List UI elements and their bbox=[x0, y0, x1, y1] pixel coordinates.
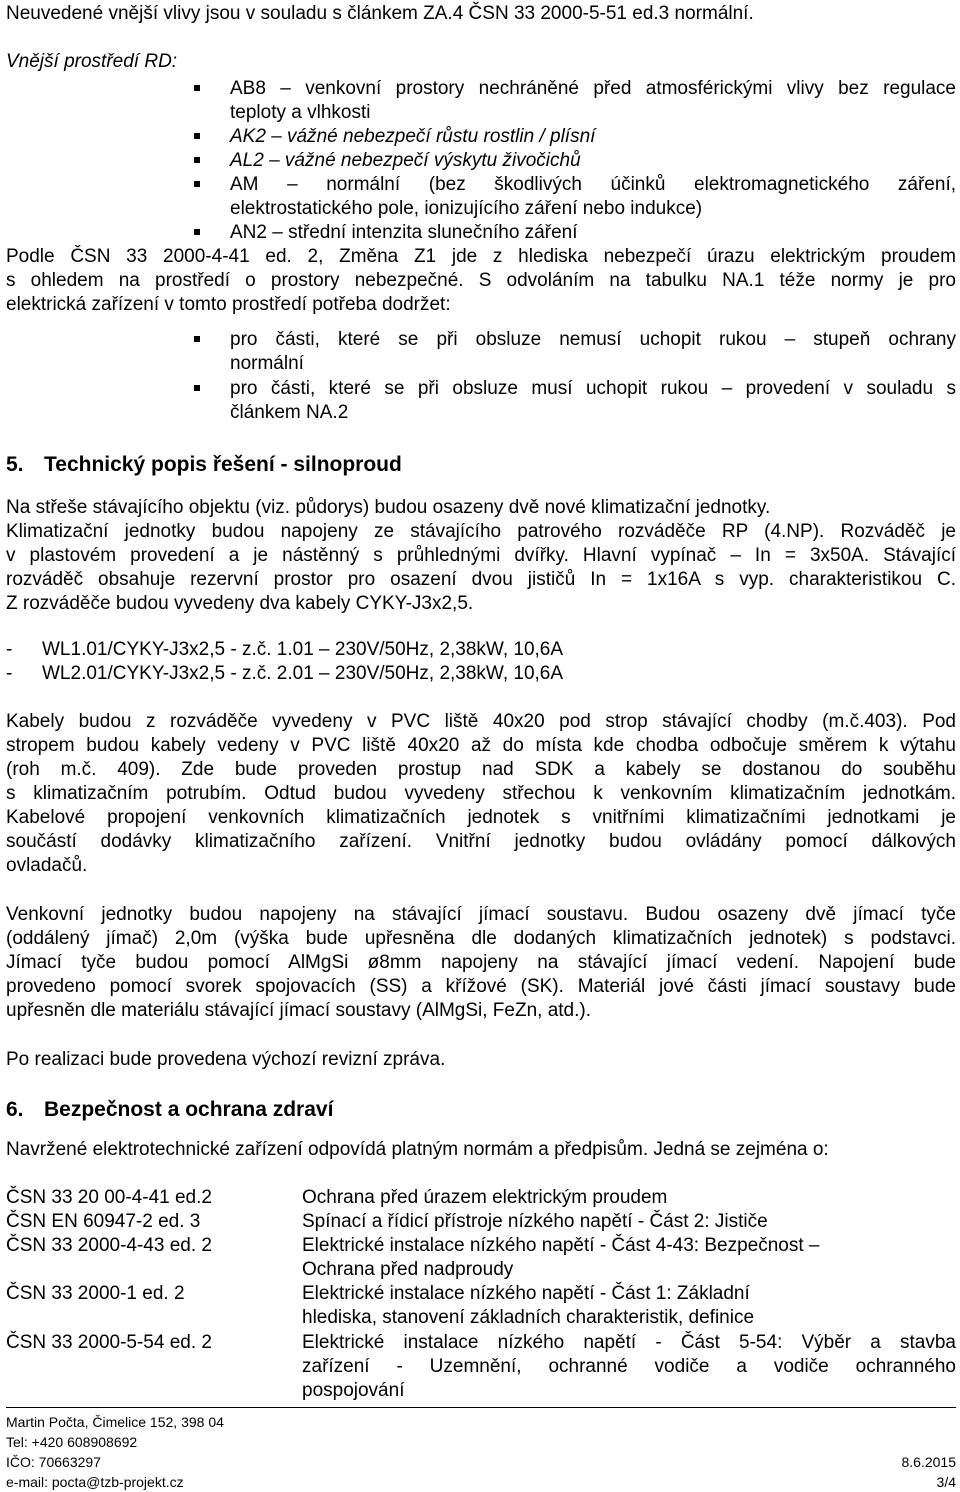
para-line: (roh m.č. 409). Zde bude proveden prostup nad SDK a kabely se dostanou do souběhu bbox=[6, 759, 956, 780]
footer-ico: IČO: 70663297 bbox=[6, 1454, 101, 1470]
dash-marker: - bbox=[6, 639, 13, 660]
norm-description: Spínací a řídicí přístroje nízkého napětí - Část 2: Jističe bbox=[302, 1211, 768, 1232]
footer-page-number: 3/4 bbox=[936, 1474, 956, 1490]
csn-bullet: pro části, které se při obsluze nemusí uchopit rukou – stupeň ochrany bbox=[230, 329, 956, 350]
section-6-intro: Navržené elektrotechnické zařízení odpovídá platným normám a předpisům. Jedná se zejména o: bbox=[6, 1139, 829, 1160]
para-line: Po realizaci bude provedena výchozí revizní zpráva. bbox=[6, 1049, 446, 1070]
para-line: Na střeše stávajícího objektu (viz. půdorys) budou osazeny dvě nové klimatizační jednotky. bbox=[6, 497, 771, 518]
norm-description: Elektrické instalace nízkého napětí - Část 5-54: Výběr a stavba bbox=[302, 1332, 956, 1353]
footer-divider bbox=[6, 1407, 956, 1408]
footer-phone: Tel: +420 608908692 bbox=[6, 1434, 138, 1450]
bullet-icon bbox=[194, 385, 200, 391]
footer-email[interactable]: e-mail: pocta@tzb-projekt.cz bbox=[6, 1474, 184, 1490]
section-number: 6. bbox=[6, 1098, 24, 1121]
intro-text: Neuvedené vnější vlivy jsou v souladu s článkem ZA.4 ČSN 33 2000-5-51 ed.3 normální. bbox=[6, 3, 754, 24]
env-item: AK2 – vážné nebezpečí růstu rostlin / plísní bbox=[230, 126, 596, 147]
norm-description-continued: pospojování bbox=[302, 1380, 405, 1401]
para-line: provedeno pomocí svorek spojovacích (SS) a křížové (SK). Materiál jové části jímací soustavy bude bbox=[6, 976, 956, 997]
footer-date: 8.6.2015 bbox=[901, 1454, 956, 1470]
bullet-icon bbox=[194, 85, 200, 91]
norm-description-continued: zařízení - Uzemnění, ochranné vodiče a vodiče ochranného bbox=[302, 1356, 956, 1377]
norm-code: ČSN 33 2000-1 ed. 2 bbox=[6, 1283, 185, 1304]
env-item: AN2 – střední intenzita slunečního záření bbox=[230, 222, 578, 243]
bullet-icon bbox=[194, 336, 200, 342]
section-number: 5. bbox=[6, 453, 24, 476]
section-5-heading bbox=[6, 453, 956, 477]
env-item-continued: teploty a vlhkosti bbox=[230, 102, 371, 123]
footer-author: Martin Počta, Čimelice 152, 398 04 bbox=[6, 1414, 224, 1430]
para-line: Z rozváděče budou vyvedeny dva kabely CYKY-J3x2,5. bbox=[6, 593, 474, 614]
norm-description: Elektrické instalace nízkého napětí - Část 4-43: Bezpečnost – bbox=[302, 1235, 820, 1256]
para-line: upřesněn dle materiálu stávající jímací soustavy (AlMgSi, FeZn, atd.). bbox=[6, 1000, 592, 1021]
para-line: ovladačů. bbox=[6, 855, 88, 876]
para-line: (oddálený jímač) 2,0m (výška bude upřesněna dle dodaných klimatizačních jednotek) s podstavci. bbox=[6, 928, 956, 949]
norm-code: ČSN 33 2000-4-43 ed. 2 bbox=[6, 1235, 212, 1256]
bullet-icon bbox=[194, 181, 200, 187]
csn-line: s ohledem na prostředí o prostory nebezpečné. S odvoláním na tabulku NA.1 téže normy je pro bbox=[6, 270, 956, 291]
csn-line: Podle ČSN 33 2000-4-41 ed. 2, Změna Z1 jde z hlediska nebezpečí úrazu elektrickým proudem bbox=[6, 246, 956, 267]
cable-item bbox=[6, 638, 956, 662]
para-line: stropem budou kabely vedeny v PVC liště 40x20 až do místa kde chodba odbočuje směrem k výtahu bbox=[6, 735, 956, 756]
section-6-heading bbox=[6, 1098, 956, 1122]
para-line: Kabelové propojení venkovních klimatizačních jednotek s vnitřními klimatizačními jednotkami je bbox=[6, 807, 956, 828]
dash-marker: - bbox=[6, 663, 13, 684]
norm-description: Elektrické instalace nízkého napětí - Část 1: Základní bbox=[302, 1283, 750, 1304]
section-title: Technický popis řešení - silnoproud bbox=[44, 453, 402, 476]
env-title: Vnější prostředí RD: bbox=[6, 51, 178, 72]
bullet-icon bbox=[194, 157, 200, 163]
csn-bullet-continued: článkem NA.2 bbox=[230, 402, 349, 423]
csn-line: elektrická zařízení v tomto prostředí potřeba dodržet: bbox=[6, 294, 451, 315]
bullet-icon bbox=[194, 133, 200, 139]
cable-text: WL2.01/CYKY-J3x2,5 - z.č. 2.01 – 230V/50Hz, 2,38kW, 10,6A bbox=[42, 663, 564, 684]
norm-description: Ochrana před úrazem elektrickým proudem bbox=[302, 1187, 668, 1208]
csn-bullet: pro části, které se při obsluze musí uchopit rukou – provedení v souladu s bbox=[230, 378, 956, 399]
norm-code: ČSN 33 2000-5-54 ed. 2 bbox=[6, 1332, 212, 1353]
bullet-icon bbox=[194, 229, 200, 235]
csn-bullet-continued: normální bbox=[230, 353, 304, 374]
env-item-continued: elektrostatického pole, ionizujícího záření nebo indukce) bbox=[230, 198, 703, 219]
para-line: Kabely budou z rozváděče vyvedeny v PVC liště 40x20 pod strop stávající chodby (m.č.403). Pod bbox=[6, 711, 956, 732]
section-title: Bezpečnost a ochrana zdraví bbox=[44, 1098, 334, 1121]
env-item: AL2 – vážné nebezpečí výskytu živočichů bbox=[230, 150, 581, 171]
para-line: Jímací tyče budou pomocí AlMgSi ø8mm napojeny na stávající jímací vedení. Napojení bude bbox=[6, 952, 956, 973]
para-line: s klimatizačním potrubím. Odtud budou vyvedeny střechou k venkovním klimatizačním jednotkám. bbox=[6, 783, 956, 804]
norm-code: ČSN 33 20 00-4-41 ed.2 bbox=[6, 1187, 212, 1208]
para-line: Klimatizační jednotky budou napojeny ze stávajícího patrového rozváděče RP (4.NP). Rozváděč je bbox=[6, 521, 956, 542]
norm-code: ČSN EN 60947-2 ed. 3 bbox=[6, 1211, 201, 1232]
para-line: součástí dodávky klimatizačního zařízení. Vnitřní jednotky budou ovládány pomocí dálkových bbox=[6, 831, 956, 852]
cable-text: WL1.01/CYKY-J3x2,5 - z.č. 1.01 – 230V/50Hz, 2,38kW, 10,6A bbox=[42, 639, 564, 660]
para-line: v plastovém provedení a je nástěnný s průhlednými dvířky. Hlavní vypínač – In = 3x50A. Stávající bbox=[6, 545, 956, 566]
norm-description-continued: hlediska, stanovení základních charakteristik, definice bbox=[302, 1307, 755, 1328]
para-line: Venkovní jednotky budou napojeny na stávající jímací soustavu. Budou osazeny dvě jímací tyče bbox=[6, 904, 956, 925]
cable-item bbox=[6, 662, 956, 686]
para-line: rozváděč obsahuje rezervní prostor pro osazení dvou jističů In = 1x16A s vyp. charakteristikou C. bbox=[6, 569, 956, 590]
env-item: AM – normální (bez škodlivých účinků elektromagnetického záření, bbox=[230, 174, 956, 195]
env-item: AB8 – venkovní prostory nechráněné před atmosférickými vlivy bez regulace bbox=[230, 78, 956, 99]
norm-description-continued: Ochrana před nadproudy bbox=[302, 1259, 514, 1280]
